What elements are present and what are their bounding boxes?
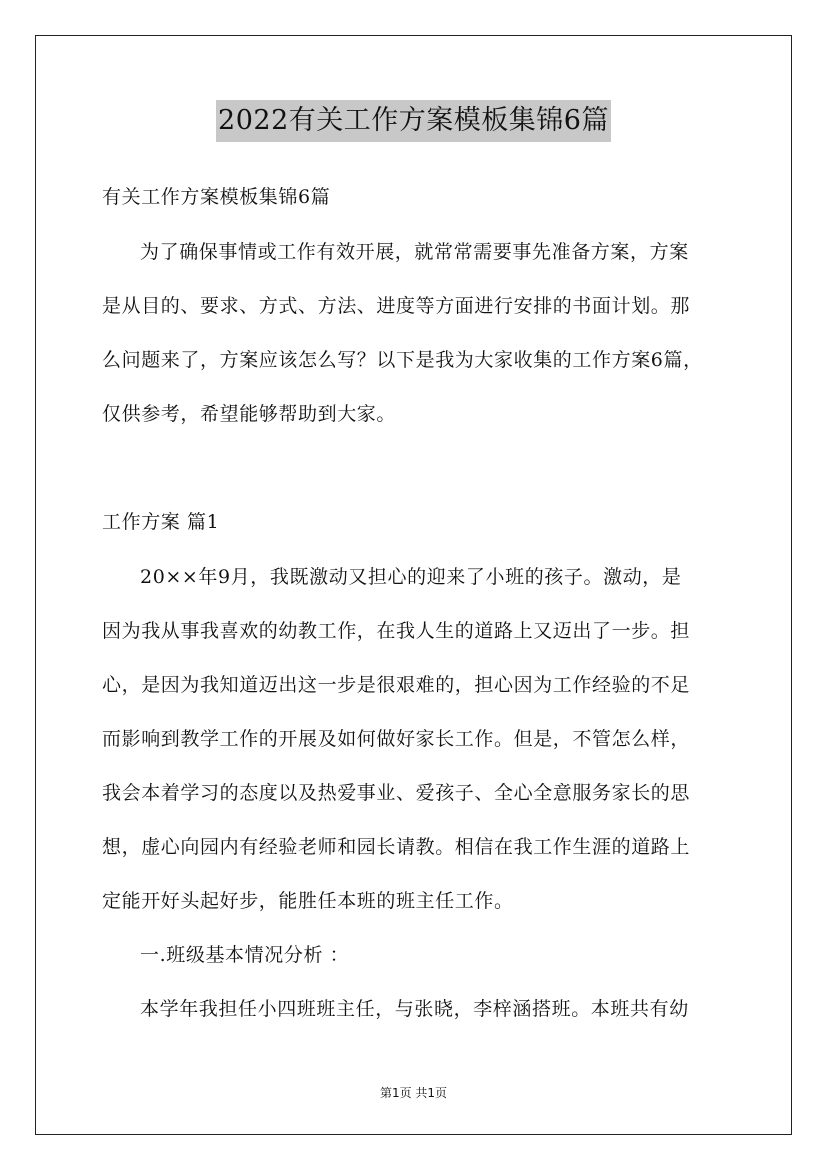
last-line: 本学年我担任小四班班主任，与张晓，李梓涵搭班。本班共有幼 <box>140 998 689 1020</box>
section-heading: 工作方案 篇1 <box>102 511 220 533</box>
page-footer: 第1页 共1页 <box>379 1086 448 1100</box>
intro-line-2: 是从目的、要求、方式、方法、进度等方面进行安排的书面计划。那 <box>102 295 691 317</box>
section-line-1: 20××年9月，我既激动又担心的迎来了小班的孩子。激动，是 <box>140 566 682 588</box>
title-container <box>0 100 827 142</box>
intro-line-3: 么问题来了，方案应该怎么写？以下是我为大家收集的工作方案6篇， <box>102 349 703 371</box>
section-line-7: 定能开好头起好步，能胜任本班的班主任工作。 <box>102 890 514 912</box>
section-line-4: 而影响到教学工作的开展及如何做好家长工作。但是，不管怎么样， <box>102 728 691 750</box>
section-line-5: 我会本着学习的态度以及热爱事业、爱孩子、全心全意服务家长的思 <box>102 782 691 804</box>
section-line-3: 心，是因为我知道迈出这一步是很艰难的，担心因为工作经验的不足 <box>102 674 691 696</box>
intro-line-1: 为了确保事情或工作有效开展，就常常需要事先准备方案，方案 <box>140 241 689 263</box>
document-subtitle: 有关工作方案模板集锦6篇 <box>102 186 331 208</box>
section-line-2: 因为我从事我喜欢的幼教工作，在我人生的道路上又迈出了一步。担 <box>102 620 691 642</box>
intro-line-4: 仅供参考，希望能够帮助到大家。 <box>102 403 397 425</box>
document-title: 2022有关工作方案模板集锦6篇 <box>216 100 611 142</box>
section-line-6: 想，虚心向园内有经验老师和园长请教。相信在我工作生涯的道路上 <box>102 836 691 858</box>
subheading: 一.班级基本情况分析 ： <box>140 944 350 966</box>
